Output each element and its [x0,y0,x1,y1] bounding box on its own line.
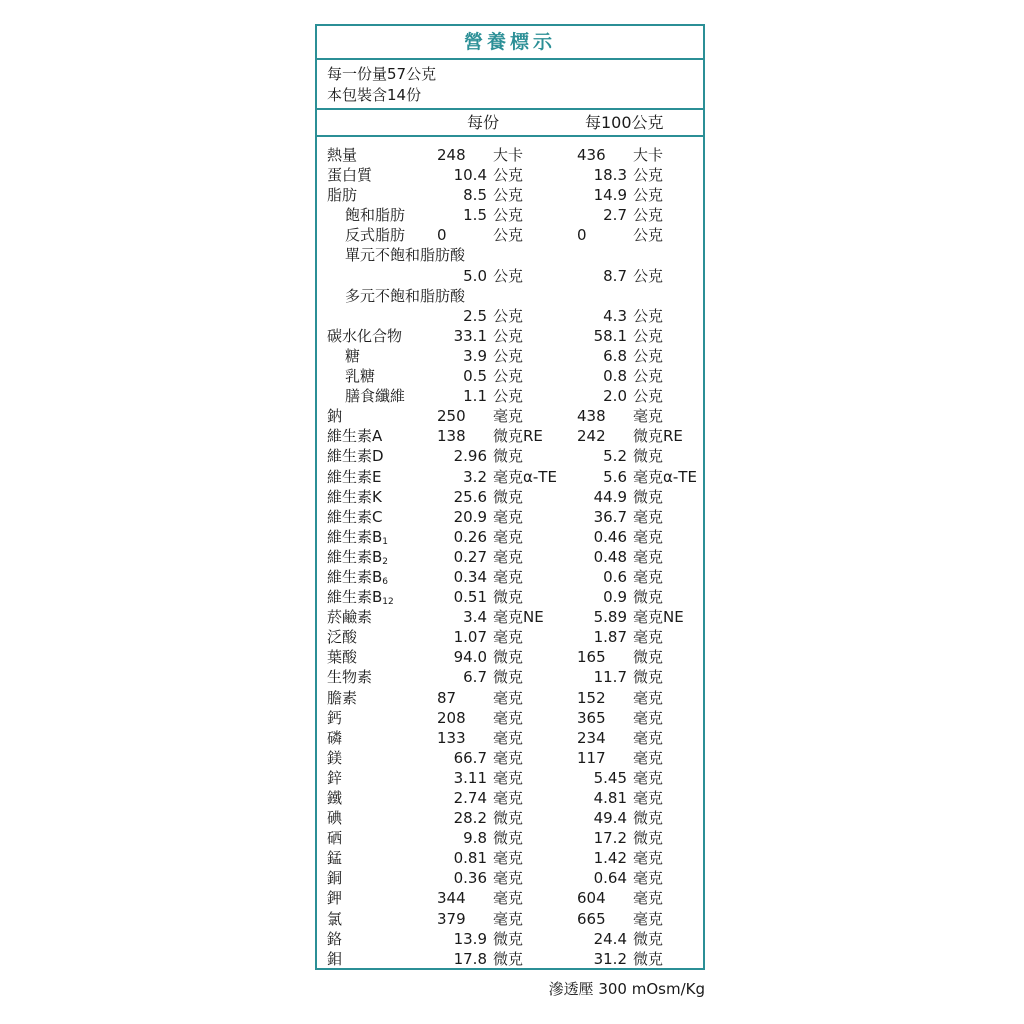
nutrient-row [317,587,703,607]
per-100g-value: 44.9 [593,487,627,506]
nutrient-name: 維生素D [327,447,384,466]
per-100g-value: 1.87 [593,628,627,647]
nutrient-row [317,487,703,507]
per-100g-value: 5.89 [593,608,627,627]
per-serving-unit: 微克 [493,648,524,667]
nutrient-name: 鎂 [327,748,343,767]
per-100g-value: 11.7 [593,668,627,687]
per-serving-unit: 公克 [493,306,524,325]
per-serving-value: 8.5 [463,186,487,205]
per-100g-value: 604 [577,889,606,908]
nutrient-row [317,627,703,647]
nutrient-subscript: 6 [382,576,389,587]
nutrient-name: 鈣 [327,708,343,727]
per-serving-unit: 毫克 [493,728,524,747]
per-serving-value: 0 [437,226,447,245]
per-100g-value: 8.7 [603,266,627,285]
per-100g-value: 18.3 [593,166,627,185]
nutrient-row [317,467,703,487]
per-serving-unit: 公克 [493,346,524,365]
per-serving-value: 379 [437,909,466,928]
per-serving-value: 1.1 [463,387,487,406]
per-100g-unit: 微克 [633,648,664,667]
nutrient-row [317,567,703,587]
per-100g-unit: 毫克 [633,547,664,566]
per-serving-value: 9.8 [463,829,487,848]
per-serving-value: 0.51 [453,588,487,607]
per-serving-unit: 微克 [493,809,524,828]
nutrient-row [317,808,703,828]
per-100g-value: 5.45 [593,768,627,787]
nutrient-row [317,286,703,306]
per-100g-unit: 大卡 [633,146,664,164]
per-serving-unit: 公克 [493,186,524,205]
per-100g-unit: 毫克 [633,909,664,928]
nutrient-name: 膽素 [327,688,358,707]
per-serving-value: 0.36 [453,869,487,888]
per-100g-unit: 公克 [633,367,664,386]
per-serving-unit: 毫克 [493,789,524,807]
per-100g-value: 152 [577,688,606,707]
nutrient-subscript: 12 [382,597,394,608]
per-serving-unit: 毫克 [493,688,524,707]
per-serving-unit: 毫克NE [493,608,544,627]
per-100g-value: 242 [577,427,606,446]
per-serving-unit: 微克RE [493,427,543,446]
nutrient-name: 單元不飽和脂肪酸 [345,246,466,265]
per-100g-unit: 毫克α-TE [633,467,697,486]
per-100g-unit: 微克 [633,929,664,948]
nutrient-subscript: 2 [382,556,389,567]
per-serving-value: 0.81 [453,849,487,868]
per-serving-value: 0.34 [453,567,487,586]
column-header [317,110,703,137]
nutrient-name: 多元不飽和脂肪酸 [345,286,466,305]
nutrient-name: 葉酸 [327,648,358,667]
nutrient-name: 維生素E [327,467,382,486]
nutrition-facts-panel [315,24,705,970]
per-100g-value: 4.3 [603,306,627,325]
nutrient-row [317,185,703,205]
per-100g-value: 2.7 [603,206,627,225]
nutrient-row [317,507,703,527]
per-serving-unit: 公克 [493,326,524,345]
per-serving-unit: 公克 [493,367,524,386]
per-100g-unit: 毫克 [633,628,664,647]
per-100g-value: 0.8 [603,367,627,386]
nutrient-row [317,607,703,627]
per-100g-unit: 公克 [633,326,664,345]
per-serving-unit: 微克 [493,588,524,607]
nutrient-name: 蛋白質 [327,166,373,185]
per-serving-value: 133 [437,728,466,747]
nutrient-name: 生物素 [327,668,373,687]
per-serving-value: 250 [437,407,466,426]
per-serving-unit: 毫克 [493,527,524,546]
per-serving-value: 0.26 [453,527,487,546]
per-serving-unit: 公克 [493,266,524,285]
per-100g-unit: 微克 [633,949,664,968]
per-100g-unit: 毫克 [633,728,664,747]
per-100g-value: 0.6 [603,567,627,586]
nutrient-row [317,266,703,286]
per-serving-unit: 大卡 [493,146,524,164]
nutrient-name: 膳食纖維 [345,387,406,406]
per-100g-value: 165 [577,648,606,667]
per-serving-value: 5.0 [463,266,487,285]
nutrient-row [317,888,703,908]
nutrient-name: 維生素$B_{12}$ [327,588,394,608]
per-serving-unit: 毫克 [493,708,524,727]
nutrient-name: 碘 [327,809,343,828]
nutrient-name: 硒 [327,829,343,848]
nutrient-name: 菸鹼素 [327,608,373,627]
per-100g-unit: 毫克 [633,527,664,546]
per-100g-unit: 毫克 [633,849,664,868]
nutrient-name: 維生素K [327,487,382,506]
per-serving-value: 28.2 [453,809,487,828]
nutrient-row [317,768,703,788]
per-100g-unit: 公克 [633,266,664,285]
nutrient-row [317,909,703,929]
panel-title: 營養標示 [317,26,703,60]
per-100g-unit: 毫克 [633,507,664,526]
nutrient-row [317,547,703,567]
nutrient-name: 銅 [327,869,343,888]
per-100g-value: 365 [577,708,606,727]
nutrient-row [317,446,703,466]
per-serving-value: 33.1 [453,326,487,345]
nutrient-row [317,848,703,868]
nutrient-name: 鉀 [327,889,343,908]
nutrient-name: 糖 [345,346,361,365]
per-100g-unit: 毫克 [633,567,664,586]
nutrient-row [317,346,703,366]
per-serving-value: 25.6 [453,487,487,506]
column-per-100g: 每100公克 [585,113,664,132]
per-serving-value: 94.0 [453,648,487,667]
per-serving-unit: 微克 [493,829,524,848]
per-100g-unit: 毫克 [633,688,664,707]
per-serving-value: 6.7 [463,668,487,687]
nutrient-name: 鐵 [327,789,343,807]
per-100g-unit: 微克 [633,668,664,687]
per-serving-unit: 公克 [493,166,524,185]
per-serving-unit: 微克 [493,447,524,466]
per-serving-value: 1.07 [453,628,487,647]
per-serving-value: 138 [437,427,466,446]
servings-per-package: 本包裝含14份 [327,86,422,104]
per-serving-unit: 微克 [493,668,524,687]
per-100g-value: 0.46 [593,527,627,546]
nutrient-name: 乳糖 [345,367,376,386]
nutrient-row [317,667,703,687]
nutrient-row [317,426,703,446]
per-serving-value: 20.9 [453,507,487,526]
per-serving-unit: 公克 [493,387,524,406]
per-100g-value: 36.7 [593,507,627,526]
per-100g-value: 0.64 [593,869,627,888]
per-serving-unit: 毫克 [493,748,524,767]
per-100g-unit: 公克 [633,206,664,225]
per-100g-unit: 公克 [633,346,664,365]
per-100g-value: 24.4 [593,929,627,948]
nutrient-row [317,366,703,386]
per-100g-unit: 微克 [633,829,664,848]
nutrient-table [317,137,703,969]
nutrient-row [317,708,703,728]
per-serving-value: 3.4 [463,608,487,627]
per-100g-value: 0.48 [593,547,627,566]
per-serving-unit: 毫克 [493,869,524,888]
nutrient-name: 鋅 [327,768,343,787]
per-serving-unit: 毫克 [493,628,524,647]
per-serving-value: 344 [437,889,466,908]
per-100g-value: 17.2 [593,829,627,848]
per-serving-value: 10.4 [453,166,487,185]
nutrient-name: 維生素C [327,507,383,526]
per-100g-unit: 公克 [633,306,664,325]
per-serving-unit: 毫克 [493,909,524,928]
per-100g-value: 49.4 [593,809,627,828]
per-serving-unit: 毫克 [493,567,524,586]
nutrient-name: 鈉 [327,407,343,426]
nutrient-name: 維生素$B_2$ [327,547,389,567]
nutrient-row [317,406,703,426]
per-100g-unit: 公克 [633,387,664,406]
per-100g-unit: 微克 [633,487,664,506]
per-serving-value: 0.5 [463,367,487,386]
per-100g-value: 6.8 [603,346,627,365]
per-serving-value: 3.11 [453,768,487,787]
nutrient-row [317,145,703,165]
per-serving-value: 17.8 [453,949,487,968]
nutrient-name: 鉬 [327,949,343,968]
per-serving-unit: 毫克 [493,507,524,526]
per-serving-value: 0.27 [453,547,487,566]
nutrient-name: 錳 [327,849,343,868]
nutrient-subscript: 1 [382,536,389,547]
nutrient-name: 脂肪 [327,186,358,205]
per-100g-unit: 毫克 [633,407,664,426]
per-100g-value: 58.1 [593,326,627,345]
nutrient-name: 維生素$B_1$ [327,527,389,547]
nutrient-row [317,788,703,808]
per-100g-unit: 微克 [633,809,664,828]
serving-info [317,60,703,110]
per-serving-value: 208 [437,708,466,727]
nutrient-name: 維生素A [327,427,383,446]
per-serving-value: 87 [437,688,457,707]
per-serving-unit: 微克 [493,929,524,948]
per-serving-unit: 微克 [493,487,524,506]
per-100g-unit: 微克 [633,588,664,607]
nutrient-row [317,949,703,969]
nutrient-row [317,527,703,547]
nutrient-row [317,868,703,888]
per-serving-unit: 毫克 [493,849,524,868]
per-100g-value: 438 [577,407,606,426]
per-serving-unit: 微克 [493,949,524,968]
per-serving-unit: 毫克 [493,407,524,426]
per-100g-value: 1.42 [593,849,627,868]
nutrient-row [317,225,703,245]
nutrient-row [317,245,703,265]
per-serving-value: 13.9 [453,929,487,948]
column-per-serving: 每份 [467,113,500,132]
per-100g-unit: 毫克 [633,768,664,787]
per-100g-unit: 公克 [633,186,664,205]
per-100g-value: 5.6 [603,467,627,486]
nutrient-row [317,688,703,708]
per-100g-value: 234 [577,728,606,747]
per-serving-value: 66.7 [453,748,487,767]
per-100g-value: 0 [577,226,587,245]
nutrient-row [317,165,703,185]
nutrient-name: 熱量 [327,146,358,164]
per-100g-unit: 公克 [633,166,664,185]
per-serving-value: 248 [437,146,466,164]
per-serving-value: 3.9 [463,346,487,365]
nutrient-row [317,326,703,346]
per-100g-value: 0.9 [603,588,627,607]
nutrient-name: 維生素$B_6$ [327,567,389,587]
nutrient-row [317,728,703,748]
per-serving-value: 3.2 [463,467,487,486]
per-100g-value: 665 [577,909,606,928]
nutrient-row [317,306,703,326]
nutrient-name: 泛酸 [327,628,358,647]
nutrient-row [317,647,703,667]
osmolality-note: 滲透壓 300 mOsm/Kg [548,980,705,998]
nutrient-name: 磷 [327,728,343,747]
per-serving-value: 2.5 [463,306,487,325]
nutrient-row [317,828,703,848]
per-100g-value: 4.81 [593,789,627,807]
per-serving-value: 1.5 [463,206,487,225]
per-100g-unit: 毫克 [633,789,664,807]
per-serving-unit: 公克 [493,206,524,225]
nutrient-name: 鉻 [327,929,343,948]
nutrient-row [317,929,703,949]
per-serving-unit: 毫克 [493,547,524,566]
nutrient-name: 飽和脂肪 [345,206,406,225]
nutrient-name: 氯 [327,909,343,928]
nutrient-row [317,748,703,768]
per-100g-unit: 微克 [633,447,664,466]
nutrient-name: 碳水化合物 [327,326,403,345]
per-100g-unit: 公克 [633,226,664,245]
per-100g-value: 436 [577,146,606,164]
per-100g-value: 31.2 [593,949,627,968]
per-100g-unit: 微克RE [633,427,683,446]
per-100g-unit: 毫克NE [633,608,684,627]
per-100g-unit: 毫克 [633,708,664,727]
per-100g-value: 5.2 [603,447,627,466]
per-serving-value: 2.74 [453,789,487,807]
per-100g-value: 2.0 [603,387,627,406]
per-100g-unit: 毫克 [633,869,664,888]
per-serving-value: 2.96 [453,447,487,466]
per-serving-unit: 公克 [493,226,524,245]
per-serving-unit: 毫克 [493,768,524,787]
per-100g-unit: 毫克 [633,748,664,767]
serving-size: 每一份量57公克 [327,65,437,83]
per-100g-unit: 毫克 [633,889,664,908]
per-serving-unit: 毫克 [493,889,524,908]
nutrient-row [317,205,703,225]
per-100g-value: 14.9 [593,186,627,205]
nutrient-row [317,386,703,406]
per-serving-unit: 毫克α-TE [493,467,557,486]
per-100g-value: 117 [577,748,606,767]
nutrient-name: 反式脂肪 [345,226,406,245]
